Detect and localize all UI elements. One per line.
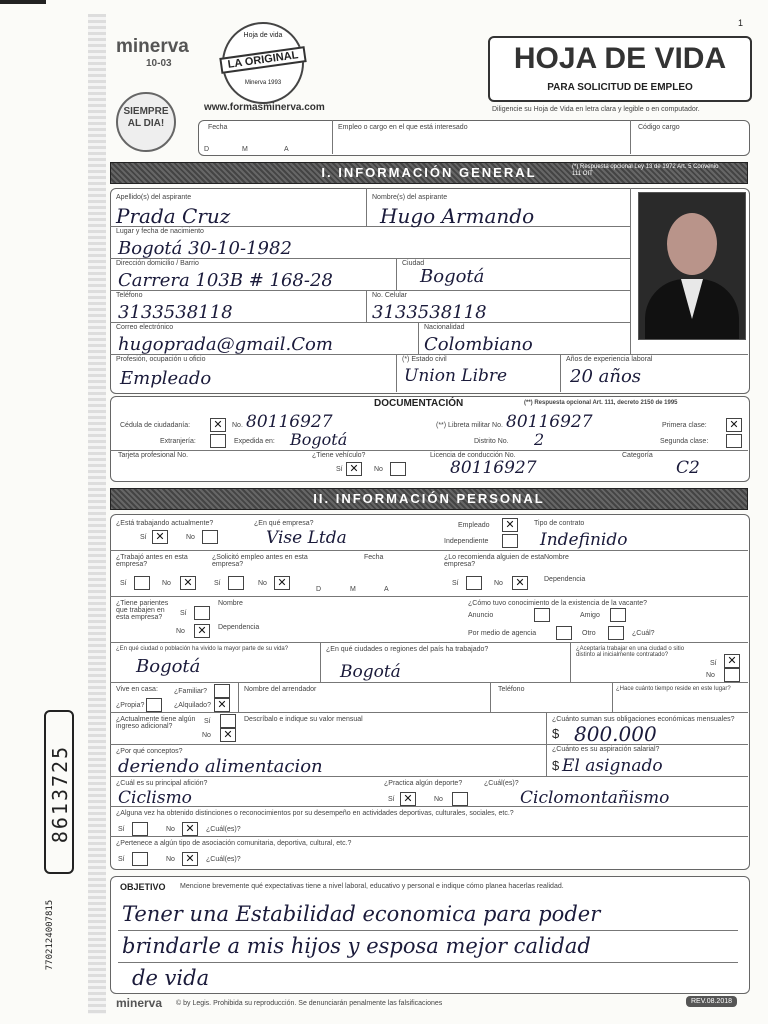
agencia-checkbox[interactable] [556,626,572,640]
fecha-input[interactable] [200,136,326,150]
siempre-badge: SIEMPRE AL DIA! [116,92,176,152]
lugar-value[interactable]: Bogotá 30-10-1982 [118,238,292,259]
distrito-value[interactable]: 2 [534,430,545,449]
otro-checkbox[interactable] [608,626,624,640]
alquilado-checkbox[interactable]: ✕ [214,698,230,712]
deporte-value[interactable]: Ciclomontañismo [520,788,670,808]
profesion-value[interactable]: Empleado [120,368,212,389]
extranjeria-checkbox[interactable] [210,434,226,448]
brand-code: 10-03 [146,58,172,69]
parientes-no[interactable]: ✕ [194,624,210,638]
vehiculo-no-checkbox[interactable] [390,462,406,476]
aficion-value[interactable]: Ciclismo [118,788,192,808]
deporte-no[interactable] [452,792,468,806]
seal: Hoja de vida LA ORIGINAL Minerva 1993 [222,22,304,104]
ingreso-no[interactable]: ✕ [220,728,236,742]
trabajo-antes-no[interactable]: ✕ [180,576,196,590]
footer-brand: minerva [116,996,163,1010]
trabajando-si[interactable]: ✕ [152,530,168,544]
conceptos-value[interactable]: deriendo alimentacion [118,756,323,777]
ciudades-value[interactable]: Bogotá [340,662,401,682]
propia-checkbox[interactable] [146,698,162,712]
correo-value[interactable]: hugoprada@gmail.Com [118,334,333,355]
title-box [488,36,752,102]
aceptaria-si[interactable]: ✕ [724,654,740,668]
solicito-no[interactable]: ✕ [274,576,290,590]
obligaciones-value[interactable]: 800.000 [574,722,657,746]
direccion-value[interactable]: Carrera 103B # 168-28 [118,270,333,291]
barcode-number: 7702124007815 [45,899,55,971]
empleado-checkbox[interactable]: ✕ [502,518,518,532]
cedula-value[interactable]: 80116927 [246,412,333,432]
ciudad-value[interactable]: Bogotá [420,266,485,287]
deporte-si[interactable]: ✕ [400,792,416,806]
empleo-input[interactable] [336,136,626,150]
nombres-value[interactable]: Hugo Armando [380,204,535,228]
aspiracion-value[interactable]: El asignado [562,756,663,776]
recomienda-no[interactable]: ✕ [512,576,528,590]
distinciones-no[interactable]: ✕ [182,822,198,836]
objetivo-line3[interactable]: de vida [132,966,210,990]
website: www.formasminerva.com [204,102,325,113]
asociacion-si[interactable] [132,852,148,866]
aceptaria-no[interactable] [724,668,740,682]
serial-box [44,710,74,874]
recomienda-si[interactable] [466,576,482,590]
objetivo-line1[interactable]: Tener una Estabilidad economica para poder [122,902,601,926]
expedida-value[interactable]: Bogotá [290,430,348,449]
footer-copyright: © by Legis. Prohibida su reproducción. Se denunciarán penalmente las falsificaciones [176,1000,443,1007]
documentacion-title: DOCUMENTACIÓN [374,398,464,409]
amigo-checkbox[interactable] [610,608,626,622]
independiente-checkbox[interactable] [502,534,518,548]
page-number: 1 [738,18,744,28]
familiar-checkbox[interactable] [214,684,230,698]
trabajando-no[interactable] [202,530,218,544]
asociacion-no[interactable]: ✕ [182,852,198,866]
objetivo-title: OBJETIVO [120,882,166,892]
section1-note: (*) Respuesta opcional Ley 13 de 1972 Art. 5 Convenio 111 OIT [572,164,719,177]
ingreso-si[interactable] [220,714,236,728]
licencia-value[interactable]: 80116927 [450,458,537,478]
applicant-photo [638,192,746,340]
section1-banner: I. INFORMACIÓN GENERAL [110,162,748,184]
vehiculo-si-checkbox[interactable]: ✕ [346,462,362,476]
instruction: Diligencie su Hoja de Vida en letra clara y legible o en computador. [492,106,700,113]
footer-code: REV.08.2018 [686,996,737,1007]
section2-banner: II. INFORMACIÓN PERSONAL [110,488,748,510]
experiencia-value[interactable]: 20 años [570,366,642,387]
categoria-value[interactable]: C2 [676,458,700,478]
distinciones-si[interactable] [132,822,148,836]
primera-checkbox[interactable]: ✕ [726,418,742,432]
serial-number: 8613725 [48,744,72,844]
segunda-checkbox[interactable] [726,434,742,448]
objetivo-line2[interactable]: brindarle a mis hijos y esposa mejor calidad [122,934,591,958]
anuncio-checkbox[interactable] [534,608,550,622]
cedula-checkbox[interactable]: ✕ [210,418,226,432]
contrato-value[interactable]: Indefinido [540,530,628,550]
top-black-mark [0,0,46,4]
left-margin-strip [88,14,106,1014]
brand-logo: minerva [116,36,189,57]
ciudad-mayor-value[interactable]: Bogotá [136,656,201,677]
estado-value[interactable]: Union Libre [404,366,508,386]
trabajo-antes-si[interactable] [134,576,150,590]
page-title: HOJA DE VIDA [513,42,727,75]
codigo-input[interactable] [634,136,744,150]
page-subtitle: PARA SOLICITUD DE EMPLEO [547,82,693,93]
parientes-si[interactable] [194,606,210,620]
celular-value[interactable]: 3133538118 [372,302,487,323]
libreta-value[interactable]: 80116927 [506,412,593,432]
telefono-value[interactable]: 3133538118 [118,302,233,323]
apellidos-value[interactable]: Prada Cruz [116,204,231,228]
empresa-value[interactable]: Vise Ltda [266,528,347,548]
nacionalidad-value[interactable]: Colombiano [424,334,533,355]
solicito-si[interactable] [228,576,244,590]
